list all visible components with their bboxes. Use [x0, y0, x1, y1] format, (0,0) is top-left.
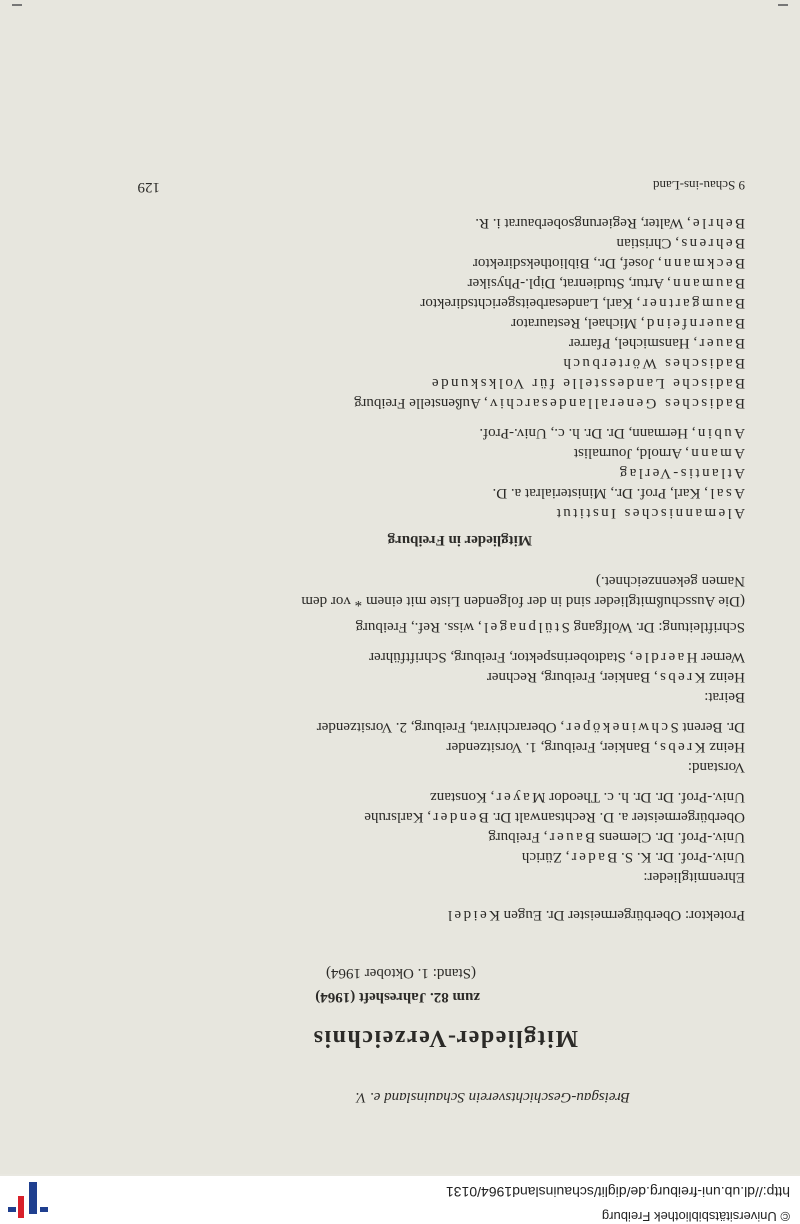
list-item: Behrens, Christian: [616, 235, 745, 251]
crop-mark: [12, 4, 22, 6]
viewer-header: [0, 1176, 800, 1224]
university-library-logo-icon: [6, 1180, 50, 1222]
list-item: Aubin, Hermann, Dr. Dr. h. c., Univ.-Prof.: [479, 425, 745, 441]
list-item: Bauernfeind, Michael, Restaurator: [511, 315, 745, 331]
list-item: Badische Landesstelle für Volkskunde: [429, 375, 745, 391]
list-item: Werner Haerdle, Stadtoberinspektor, Freiburg, Schriftführer: [369, 649, 745, 665]
list-item: Atlantis-Verlag: [617, 465, 745, 481]
document-subtitle: zum 82. Jahresheft (1964): [315, 989, 480, 1005]
honorary-label: Ehrenmitglieder:: [643, 869, 745, 885]
list-item: Alemannisches Institut: [554, 505, 745, 521]
document-status: (Stand: 1. Oktober 1964): [326, 965, 476, 981]
list-item: Amann, Arnold, Journalist: [573, 445, 745, 461]
list-item: Baumgartner, Karl, Landesarbeitsgerichtsdirektor: [420, 295, 745, 311]
list-item: Badisches Generallandesarchiv, Außenstelle Freiburg: [354, 395, 745, 411]
document-title: Mitglieder-Verzeichnis: [312, 1025, 578, 1051]
list-item: Badisches Wörterbuch: [561, 355, 745, 371]
list-item: Univ.-Prof. Dr. Clemens Bauer, Freiburg: [488, 829, 745, 845]
society-name: Breisgau-Geschichtsverein Schauinsland e. V.: [355, 1089, 630, 1105]
protector-line: Protektor: Oberbürgermeister Dr. Eugen Keidel: [445, 907, 745, 923]
list-item: Dr. Berent Schwineköper, Oberarchivrat, Freiburg, 2. Vorsitzender: [316, 719, 745, 735]
list-item: Baumann, Artur, Studienrat, Dipl.-Physiker: [467, 275, 745, 291]
list-item: Univ.-Prof. Dr. K. S. Bader, Zürich: [521, 849, 745, 865]
list-item: Asal, Karl, Prof. Dr., Ministerialrat a. D.: [492, 485, 745, 501]
editor-line: Schriftleitung: Dr. Wolfgang Stülpnagel, wiss. Ref., Freiburg: [355, 619, 745, 635]
section-title: Mitglieder in Freiburg: [387, 532, 532, 548]
list-item: Univ.-Prof. Dr. Dr. h. c. Theodor Mayer, Konstanz: [430, 789, 745, 805]
council-label: Beirat:: [704, 689, 745, 705]
board-label: Vorstand:: [687, 759, 745, 775]
list-item: Heinz Krebs, Bankier, Freiburg, 1. Vorsitzender: [446, 739, 745, 755]
note-line: (Die Ausschußmitglieder sind in der folgenden Liste mit einem * vor dem: [301, 593, 745, 609]
note-line: Namen gekennzeichnet.): [595, 573, 745, 589]
crop-mark: [778, 4, 788, 6]
list-item: Behrle, Walter, Regierungsoberbaurat i. R.: [475, 215, 745, 231]
list-item: Oberbürgermeister a. D. Rechtsanwalt Dr. Bender, Karlsruhe: [364, 809, 745, 825]
list-item: Beckmann, Josef, Dr., Bibliotheksdirektor: [472, 255, 745, 271]
signature-mark: 9 Schau-ins-Land: [652, 178, 745, 193]
list-item: Heinz Krebs, Bankier, Freiburg, Rechner: [486, 669, 745, 685]
source-url-link[interactable]: http://dl.ub.uni-freiburg.de/diglit/schauinsland1964/0131: [445, 1184, 790, 1200]
list-item: Bauer, Hansmichel, Pfarrer: [568, 335, 745, 351]
page-number: 129: [137, 179, 160, 195]
library-credit: © Universitätsbibliothek Freiburg: [601, 1209, 790, 1224]
